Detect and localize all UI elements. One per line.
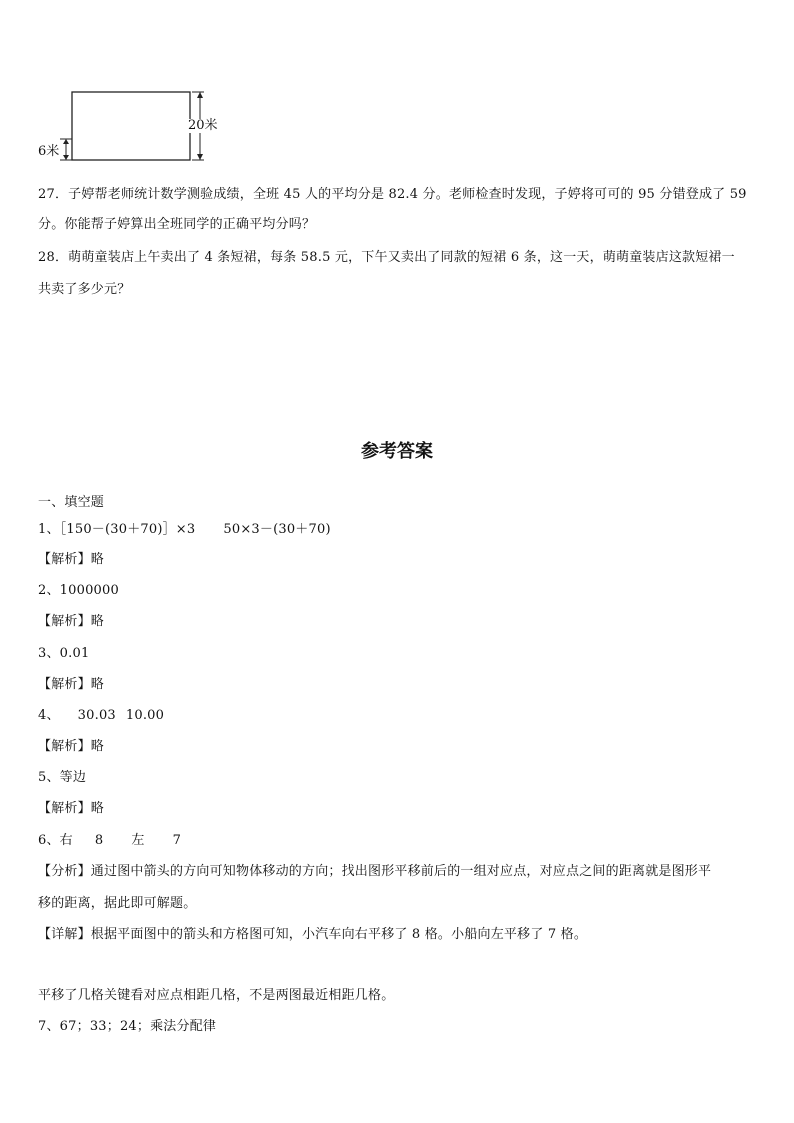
answer-7: 7、67；33；24；乘法分配律	[38, 1019, 217, 1034]
answer-6-fenxi-line1: 【分析】通过图中箭头的方向可知物体移动的方向；找出图形平移前后的一组对应点，对应点之间的距离就是图形平	[38, 864, 712, 879]
answer-5-jiexi: 【解析】略	[38, 801, 105, 816]
answer-3-jiexi: 【解析】略	[38, 677, 105, 692]
answer-1-part1: ［150－(30＋70)］×3	[59, 522, 196, 537]
answer-2: 2、1000000	[38, 583, 119, 598]
rectangle-figure	[32, 82, 222, 168]
answer-4	[38, 708, 164, 724]
answer-1-label: 1、	[38, 522, 60, 537]
question-28-line2: 共卖了多少元？	[38, 282, 131, 297]
answer-2-jiexi: 【解析】略	[38, 614, 105, 629]
question-27-line2: 分。你能帮子婷算出全班同学的正确平均分吗？	[38, 217, 316, 232]
answers-title: 参考答案	[361, 441, 433, 462]
answer-4-label: 4、	[38, 708, 60, 723]
answer-6-fenxi-line2: 移的距离，据此即可解题。	[38, 896, 197, 911]
answer-6-note: 平移了几格关键看对应点相距几格，不是两图最近相距几格。	[38, 988, 395, 1003]
answer-4-jiexi: 【解析】略	[38, 739, 105, 754]
answer-6-xiangjie: 【详解】根据平面图中的箭头和方格图可知，小汽车向右平移了 8 格。小船向左平移了 7 格。	[38, 927, 588, 942]
answer-6-label: 6、右	[38, 833, 73, 848]
section-heading: 一、填空题	[38, 495, 105, 510]
answer-6-value2: 左	[131, 833, 145, 848]
answer-6-value1: 8	[94, 833, 104, 848]
answer-4-value1: 30.03	[77, 708, 116, 723]
answer-5: 5、等边	[38, 770, 87, 785]
height-label: 20米	[188, 118, 218, 133]
answer-6	[38, 833, 181, 849]
question-28-line1: 28．萌萌童装店上午卖出了 4 条短裙，每条 58.5 元，下午又卖出了同款的短裙 6 条，这一天，萌萌童装店这款短裙一	[38, 250, 735, 265]
answer-1	[38, 522, 331, 538]
rectangle-shape	[72, 92, 190, 160]
answer-1-part2: 50×3－(30＋70)	[223, 522, 331, 537]
width-label: 6米	[38, 144, 60, 159]
answer-1-jiexi: 【解析】略	[38, 552, 105, 567]
answer-3: 3、0.01	[38, 646, 90, 661]
question-27-line1: 27．子婷帮老师统计数学测验成绩，全班 45 人的平均分是 82.4 分。老师检查时发现，子婷将可可的 95 分错登成了 59	[38, 187, 747, 202]
answer-6-value3: 7	[172, 833, 182, 848]
answer-4-value2: 10.00	[125, 708, 165, 723]
